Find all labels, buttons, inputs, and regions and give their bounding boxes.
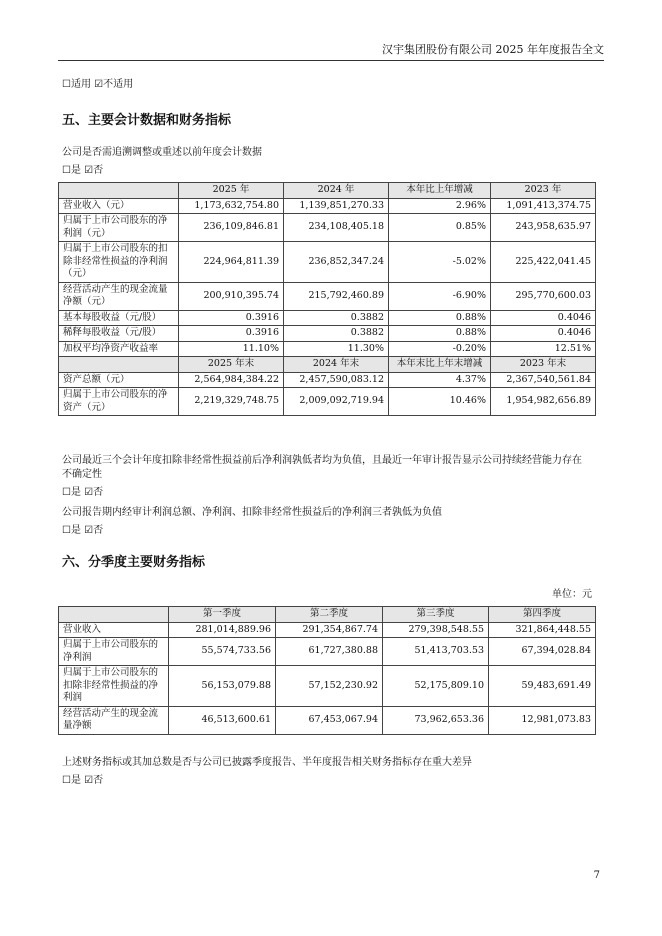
applicability-option: ☐适用 ☑不适用 xyxy=(62,79,134,90)
negative-profit-choice: ☐是 ☑否 xyxy=(62,525,104,536)
table-row xyxy=(59,638,596,666)
negative-profit-question: 公司报告期内经审计利润总额、净利润、扣除非经常性损益后的净利润三者孰低为负值 xyxy=(62,507,442,518)
cell-value: 1,139,851,270.33 xyxy=(284,198,389,214)
column-header xyxy=(59,357,179,373)
key-financial-table xyxy=(58,182,596,416)
cell-value: 67,394,028.84 xyxy=(489,638,596,666)
cell-value: -6.90% xyxy=(389,282,491,310)
table-row xyxy=(59,282,596,310)
cell-value: 1,091,413,374.75 xyxy=(491,198,596,214)
restatement-question: 公司是否需追溯调整或重述以前年度会计数据 xyxy=(62,147,262,158)
cell-value: 0.3882 xyxy=(284,326,389,342)
cell-value: 295,770,600.03 xyxy=(491,282,596,310)
table-header-row xyxy=(59,357,596,373)
cell-value: 2.96% xyxy=(389,198,491,214)
row-label: 营业收入（元） xyxy=(59,198,179,214)
cell-value: 2,564,984,384.22 xyxy=(179,372,284,388)
section-5-heading: 五、主要会计数据和财务指标 xyxy=(62,113,232,128)
going-concern-line-1: 公司最近三个会计年度扣除非经常性损益前后净利润孰低者均为负值，且最近一年审计报告显示公司持续经营能力存在 xyxy=(62,455,582,466)
page-number: 7 xyxy=(593,870,600,881)
table-row xyxy=(59,242,596,283)
section-6-heading: 六、分季度主要财务指标 xyxy=(62,555,206,570)
cell-value: 12,981,073.83 xyxy=(489,706,596,734)
column-header xyxy=(59,183,179,199)
table-row xyxy=(59,326,596,342)
cell-value: 234,108,405.18 xyxy=(284,214,389,242)
column-header: 2024 年末 xyxy=(284,357,389,373)
row-label: 归属于上市公司股东的净利润（元） xyxy=(59,214,179,242)
cell-value: 0.3916 xyxy=(179,310,284,326)
table-row xyxy=(59,341,596,357)
table-row xyxy=(59,706,596,734)
unit-label: 单位：元 xyxy=(552,589,592,600)
column-header: 第三季度 xyxy=(383,607,489,623)
column-header xyxy=(59,607,169,623)
going-concern-question xyxy=(62,454,602,482)
cell-value: 67,453,067.94 xyxy=(276,706,383,734)
cell-value: 321,864,448.55 xyxy=(489,622,596,638)
cell-value: 0.88% xyxy=(389,326,491,342)
cell-value: 243,958,635.97 xyxy=(491,214,596,242)
cell-value: 59,483,691.49 xyxy=(489,666,596,707)
table-header-row xyxy=(59,607,596,623)
page-header: 汉宇集团股份有限公司 2025 年年度报告全文 xyxy=(58,40,604,61)
row-label: 归属于上市公司股东的扣除非经常性损益的净利润（元） xyxy=(59,242,179,283)
quarterly-table xyxy=(58,606,596,735)
going-concern-line-2: 不确定性 xyxy=(62,469,102,480)
cell-value: 225,422,041.45 xyxy=(491,242,596,283)
table-row xyxy=(59,388,596,416)
cell-value: 1,173,632,754.80 xyxy=(179,198,284,214)
cell-value: -5.02% xyxy=(389,242,491,283)
column-header: 第四季度 xyxy=(489,607,596,623)
table-header-row xyxy=(59,183,596,199)
cell-value: 52,175,809.10 xyxy=(383,666,489,707)
cell-value: 2,219,329,748.75 xyxy=(179,388,284,416)
cell-value: 279,398,548.55 xyxy=(383,622,489,638)
row-label: 稀释每股收益（元/股） xyxy=(59,326,179,342)
row-label: 经营活动产生的现金流量净额（元） xyxy=(59,282,179,310)
cell-value: 55,574,733.56 xyxy=(169,638,276,666)
cell-value: 11.10% xyxy=(179,341,284,357)
row-label: 归属于上市公司股东的净利润 xyxy=(59,638,169,666)
cell-value: 215,792,460.89 xyxy=(284,282,389,310)
cell-value: 0.4046 xyxy=(491,310,596,326)
column-header: 第一季度 xyxy=(169,607,276,623)
cell-value: 10.46% xyxy=(389,388,491,416)
column-header: 2025 年 xyxy=(179,183,284,199)
cell-value: 200,910,395.74 xyxy=(179,282,284,310)
cell-value: 12.51% xyxy=(491,341,596,357)
cell-value: 0.88% xyxy=(389,310,491,326)
cell-value: 2,367,540,561.84 xyxy=(491,372,596,388)
table-row xyxy=(59,198,596,214)
cell-value: 2,457,590,083.12 xyxy=(284,372,389,388)
cell-value: 0.4046 xyxy=(491,326,596,342)
row-label: 归属于上市公司股东的扣除非经常性损益的净利润 xyxy=(59,666,169,707)
cell-value: 291,354,867.74 xyxy=(276,622,383,638)
cell-value: 236,109,846.81 xyxy=(179,214,284,242)
table-row xyxy=(59,310,596,326)
row-label: 加权平均净资产收益率 xyxy=(59,341,179,357)
column-header: 第二季度 xyxy=(276,607,383,623)
cell-value: 2,009,092,719.94 xyxy=(284,388,389,416)
quarterly-consistency-question: 上述财务指标或其加总数是否与公司已披露季度报告、半年度报告相关财务指标存在重大差异 xyxy=(62,757,472,768)
restatement-choice: ☐是 ☑否 xyxy=(62,165,104,176)
row-label: 经营活动产生的现金流量净额 xyxy=(59,706,169,734)
column-header: 本年末比上年末增减 xyxy=(389,357,491,373)
cell-value: 56,153,079.88 xyxy=(169,666,276,707)
table-row xyxy=(59,214,596,242)
cell-value: -0.20% xyxy=(389,341,491,357)
row-label: 资产总额（元） xyxy=(59,372,179,388)
cell-value: 0.85% xyxy=(389,214,491,242)
cell-value: 46,513,600.61 xyxy=(169,706,276,734)
table-row xyxy=(59,622,596,638)
going-concern-choice: ☐是 ☑否 xyxy=(62,487,104,498)
row-label: 归属于上市公司股东的净资产（元） xyxy=(59,388,179,416)
table-row xyxy=(59,666,596,707)
cell-value: 51,413,703.53 xyxy=(383,638,489,666)
quarterly-consistency-choice: ☐是 ☑否 xyxy=(62,775,104,786)
cell-value: 224,964,811.39 xyxy=(179,242,284,283)
column-header: 2023 年末 xyxy=(491,357,596,373)
cell-value: 4.37% xyxy=(389,372,491,388)
column-header: 2024 年 xyxy=(284,183,389,199)
cell-value: 0.3882 xyxy=(284,310,389,326)
cell-value: 57,152,230.92 xyxy=(276,666,383,707)
cell-value: 11.30% xyxy=(284,341,389,357)
column-header: 2023 年 xyxy=(491,183,596,199)
cell-value: 236,852,347.24 xyxy=(284,242,389,283)
column-header: 本年比上年增减 xyxy=(389,183,491,199)
cell-value: 73,962,653.36 xyxy=(383,706,489,734)
cell-value: 61,727,380.88 xyxy=(276,638,383,666)
cell-value: 281,014,889.96 xyxy=(169,622,276,638)
cell-value: 0.3916 xyxy=(179,326,284,342)
row-label: 基本每股收益（元/股） xyxy=(59,310,179,326)
cell-value: 1,954,982,656.89 xyxy=(491,388,596,416)
table-row xyxy=(59,372,596,388)
row-label: 营业收入 xyxy=(59,622,169,638)
column-header: 2025 年末 xyxy=(179,357,284,373)
